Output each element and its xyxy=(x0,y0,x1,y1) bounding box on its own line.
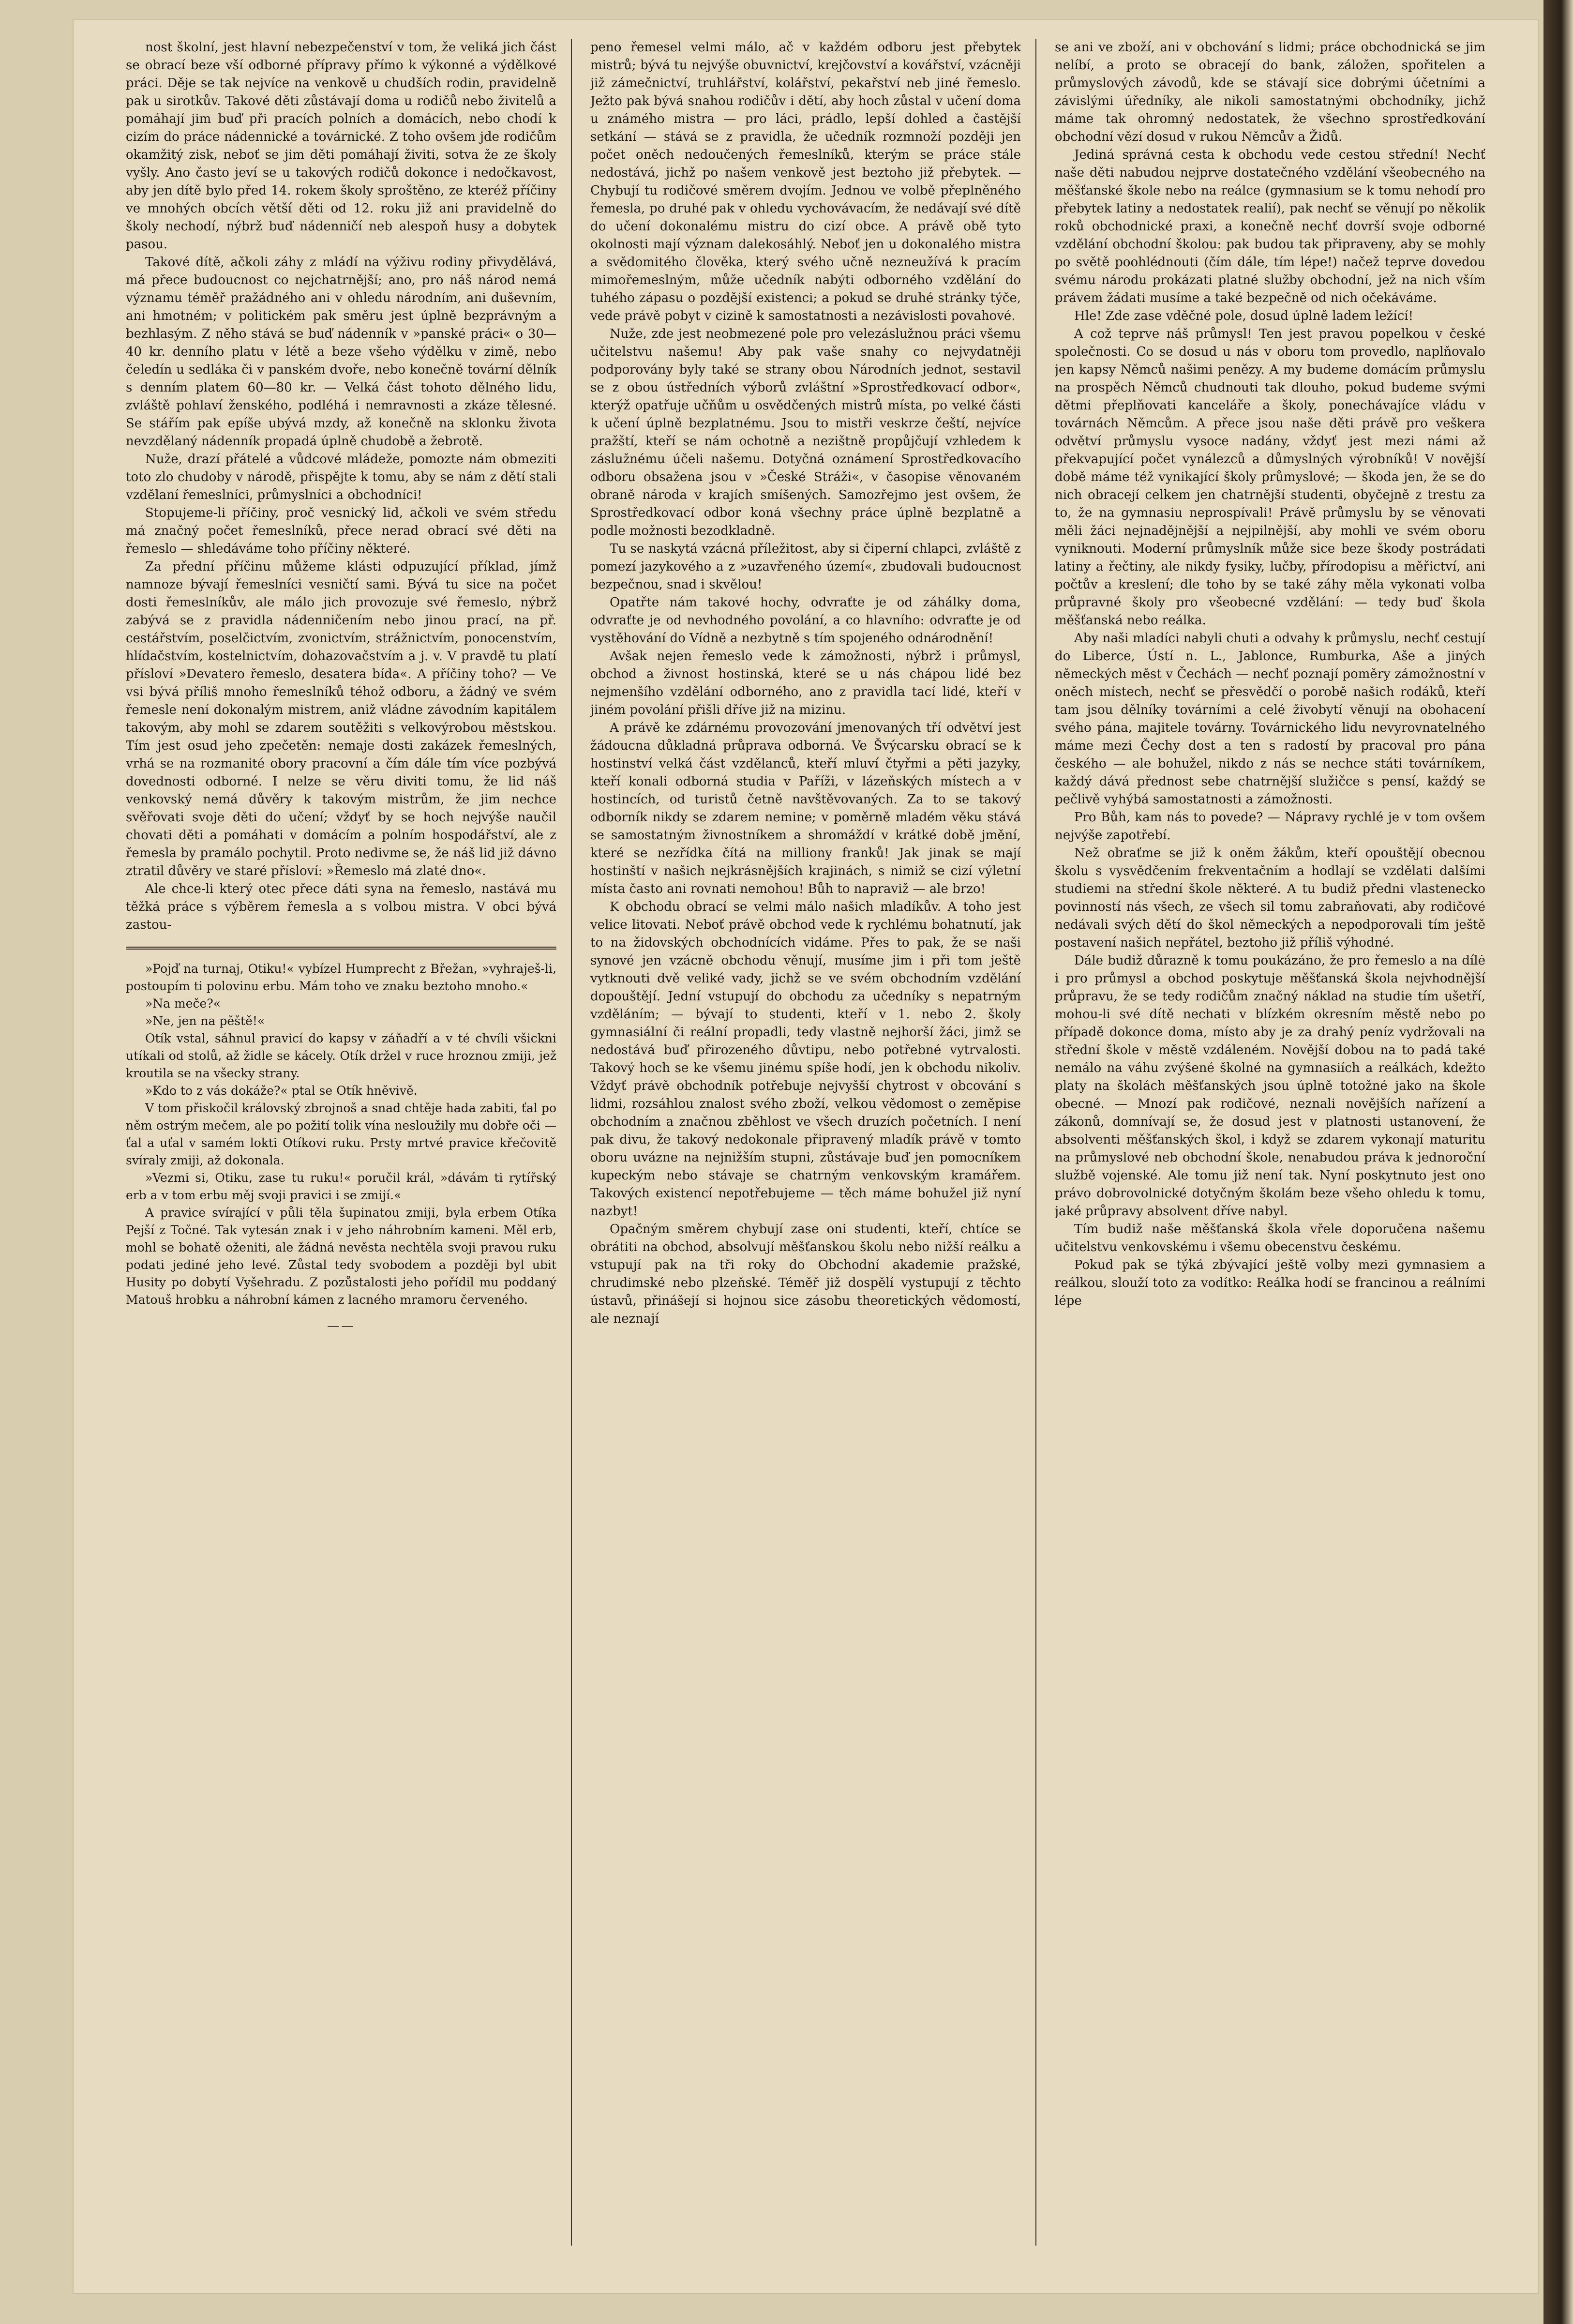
paragraph: Jediná správná cesta k obchodu vede cestou střední! Nechť naše děti nabudou nejprve dostatečného vzdělání všeobecného na měšťanské škole nebo na reálce (gymnasium se k tomu nehodí pro přebytek latiny a nedostatek realií), pak nechť se věnují po několik roků obchodnické praxi, a konečně nechť dovrší svoje odborné vzdělání obchodní školou: pak budou tak připraveny, aby se mohly po světě poohlédnouti (čím dále, tím lépe!) načež teprve dovedou svému národu prokázati platné služby obchodní, jež na nich vším právem žádati musíme a také bezpečně od nich očekáváme. xyxy=(1055,148,1485,305)
paragraph: Za přední příčinu můžeme klásti odpuzující příklad, jímž namnoze bývají řemeslníci vesničtí sami. Bývá tu sice na počet dosti řemeslníkův, ale málo jich provozuje své řemeslo, nýbrž zabývá se z pravidla nádenničením nebo jinou prací, na př. cestářstvím, poselčictvím, zvonictvím, strážnictvím, ponocenstvím, hlídačstvím, kostelnictvím, dohazovačstvím a j. v. V pravdě tu platí přísloví »Devatero řemeslo, desatera bída«. A příčiny toho? — Ve vsi bývá příliš mnoho řemeslníků téhož odboru, a žádný ve svém řemesle není dokonalým mistrem, aniž vládne závodním kapitálem takovým, aby mohl se zdarem soutěžiti s velkovýrobou městskou. Tím jest osud jeho zpečetěn: nemaje dosti zakázek řemeslných, vrhá se na rozmanité obory pracovní a čím dále tím více pozbývá dovednosti odborné. I nelze se věru diviti tomu, že lid náš venkovský nemá důvěry k takovým mistrům, že jim nechce svěřovati svoje děti do učení; vždyť by se hoch nejvýše naučil chovati děti a pomáhati v domácím a polním hospodářství, ale z řemesla by pramálo pochytil. Proto nedivme se, že náš lid již dávno ztratil důvěry ve staré přísloví: »Řemeslo má zlaté dno«. xyxy=(126,559,556,878)
column-3 xyxy=(1055,39,1485,2246)
feuilleton-paragraph: »Ne, jen na pěště!« xyxy=(145,1014,265,1028)
end-mark: —— xyxy=(327,1319,355,1333)
paragraph: Takové dítě, ačkoli záhy z mládí na výživu rodiny přivydělává, má přece budoucnost co nejchatrnější; ano, pro náš národ nemá významu téměř pražádného ani v ohledu národním, ani duševním, ani hmotném; v politickém pak směru jest úplně bezprávným a bezhlasým. Z něho stává se buď nádenník v »panské práci« o 30—40 kr. denního platu v létě a beze všeho výdělku v zimě, nebo čeledín u sedláka či v panském dvoře, nebo konečně tovární dělník s denním platem 60—80 kr. — Velká část tohoto dělného lidu, zvláště pohlaví ženského, podléhá i nemravnosti a zkáze tělesné. Se stářím pak epíše ubývá mzdy, až konečně na sklonku života nevzdělaný nádenník propadá úplně chudobě a žebrotě. xyxy=(126,255,556,449)
paragraph: Nuže, zde jest neobmezené pole pro velezáslužnou práci všemu učitelstvu našemu! Aby pak vaše snahy co nejvydatněji podporovány byly také se strany obou Národních jednot, sestavil se z obou ústředních výborů zvláštní »Sprostředkovací odbor«, kterýž opatřuje učňům u osvědčených mistrů místa, po velké části k učení úplně bezplatnému. Jsou to mistři veskrze čeští, nejvíce pražští, kteří se nám ochotně a nezištně propůjčují vzhledem k záslužnému účeli našemu. Dotyčná oznámení Sprostředkovacího odboru obsažena jsou v »České Stráži«, v časopise věnovaném obraně národa v krajích smíšených. Samozřejmo jest ovšem, že Sprostředkovací odbor koná všechny práce úplně bezplatně a podle možnosti bezodkladně. xyxy=(590,327,1021,538)
column-rule-1 xyxy=(571,39,572,2246)
paragraph: Tím budiž naše měšťanská škola vřele doporučena našemu učitelstvu venkovskému i všemu obecenstvu českému. xyxy=(1055,1222,1485,1254)
paragraph: K obchodu obrací se velmi málo našich mladíkův. A toho jest velice litovati. Neboť právě obchod vede k rychlému bohatnutí, jak to na židovských obchodnících vidáme. Přes to pak, že se naši synové jen vzácně obchodu věnují, musíme jim i při tom ještě vytknouti dvě veliké vady, jichž se ve svém obchodním vzdělání dopouštějí. Jední vstupují do obchodu za učedníky s nepatrným vzděláním; — bývají to studenti, kteří v 1. nebo 2. školy gymnasiální či reální propadli, tedy vlastně nejhorší žáci, jimž se nedostává buď přirozeného důvtipu, nebo potřebné vytrvalosti. Takový hoch se ke všemu jinému spíše hodí, jen k obchodu nikoliv. Vždyť právě obchodník potřebuje nejvyšší chytrost v obcování s lidmi, rozsáhlou znalost svého zboží, velkou vědomost o zeměpise obchodním a značnou zběhlost ve všech druzích početních. I není pak divu, že takový nedokonale připravený mladík právě v tomto oboru uvázne na nejnižším stupni, zůstávaje buď jen pomocníkem kupeckým nebo stávaje se chatrným venkovským kramářem. Takových existencí nepotřebujeme — těch máme bohužel již nyní nazbyt! xyxy=(590,900,1021,1219)
paragraph: A právě ke zdárnému provozování jmenovaných tří odvětví jest žádoucna důkladná průprava odborná. Ve Švýcarsku obrací se k hostinství velká část vzdělanců, kteří mluví čtyřmi a pěti jazyky, kteří konali odborná studia v Paříži, v lázeňských místech a v hostincích, od turistů četně navštěvovaných. Za to se takový odborník nikdy se zdarem nemine; v poměrně mladém věku stává se samostatným živnostníkem a shromáždí v krátké době jmění, které se nezřídka čítá na milliony franků! Jak jinak se mají hostinští v našich nejkrásnějších krajinách, s nimiž se cizí výletní místa často ani rovnati nemohou! Bůh to napraviž — ale brzo! xyxy=(590,721,1021,896)
feuilleton-paragraph: »Kdo to z vás dokáže?« ptal se Otík hněvivě. xyxy=(145,1084,418,1098)
feuilleton-paragraph: »Na meče?« xyxy=(145,996,221,1011)
paragraph: Pro Bůh, kam nás to povede? — Nápravy rychlé je v tom ovšem nejvýše zapotřebí. xyxy=(1055,810,1485,843)
paragraph: Aby naši mladíci nabyli chuti a odvahy k průmyslu, nechť cestují do Liberce, Ústí n. L., Jablonce, Rumburka, Aše a jiných německých měst v Čechách — nechť poznají poměry zámožnostní v oněch místech, nechť se přesvědčí o porobě našich rodáků, kteří tam jsou dělníky továrními a celé živobytí věnují na obohacení svého pána, majitele továrny. Továrnického lidu nevyrovnatelného máme mezi Čechy dost a ten s radostí by pracoval pro pána českého — ale bohužel, nikdo z nás se nechce státi továrníkem, každý dává přednost sebe chatrnější služičce s pensí, každý se pečlivě vyhýbá samostatnosti a zámožnosti. xyxy=(1055,631,1485,807)
feuilleton-paragraph: »Vezmi si, Otiku, zase tu ruku!« poručil král, »dávám ti rytířský erb a v tom erbu měj svoji pravici i se zmijí.« xyxy=(126,1171,556,1202)
column-rule-2 xyxy=(1035,39,1036,2246)
paragraph: Nuže, drazí přátelé a vůdcové mládeže, pomozte nám obmeziti toto zlo chudoby v národě, přispějte k tomu, aby se nám z dětí stali vzdělaní řemeslníci, průmyslníci a obchodníci! xyxy=(126,452,556,502)
paragraph: A což teprve náš průmysl! Ten jest pravou popelkou v české společnosti. Co se dosud u nás v oboru tom provedlo, naplňovalo jen kapsy Němců našimi penězy. A my budeme domácím průmyslu na prospěch Němců chudnouti tak dlouho, pokud budeme svými dětmi přeplňovati kanceláře a školy, ponechávajíce vládu v továrnách Němcům. A přece jsou naše děti právě pro veškera odvětví průmyslu vysoce nadány, vždyť jest mezi námi až překvapující počet vynálezců a důmyslných výrobníků! V novější době máme též vynikající školy průmyslové; — škoda jen, že se do nich obracejí celkem jen chatrnější studenti, obyčejně z trestu za to, že na gymnasiu neprospívali! Právě průmyslu by se věnovati měli žáci nejnadějnější a nejpilnější, aby mohli ve svém oboru vyniknouti. Moderní průmyslník může sice beze škody postrádati latiny a řečtiny, ale nikdy fysiky, lučby, přírodopisu a měřictví, ani počtův a kreslení; dle toho by se také záhy měla vykonati volba průpravné školy pro všeobecné vzdělání: — tedy buď škola měšťanská nebo reálka. xyxy=(1055,327,1485,628)
column-1 xyxy=(126,39,556,2246)
feuilleton-paragraph: Otík vstal, sáhnul pravicí do kapsy v záňadří a v té chvíli všickni utíkali od stolů, až židle se kácely. Otík držel v ruce hroznou zmiji, jež kroutila se na všecky strany. xyxy=(126,1031,556,1080)
paragraph: Dále budiž důrazně k tomu poukázáno, že pro řemeslo a na dílė i pro průmysl a obchod poskytuje měšťanská škola nejvhodnější průpravu, že se tedy rodičům značný náklad na studie tím ušetří, mohou-li své dítě nechati v blízkém okresním městě nebo po případě dokonce doma, místo aby je za drahý peníz vydržovali na střední škole v městě vzdáleném. Novější dobou na to padá také nemálo na váhu zvýšené školné na gymnasiích a reálkách, kdežto platy na školách měšťanských jsou úplně totožné jako na škole obecné. — Mnozí pak rodičové, neznali novějších nařízení a zákonů, domnívají se, že dosud jest v platnosti ustanovení, že absolventi měšťanských škol, i když se zdarem vykonají maturitu na průmyslové neb obchodní škole, nenabudou práva k jednoroční službě vojenské. Ale tomu již není tak. Nyní poskytnuto jest ono právo dobrovolnické dotyčným školám beze všeho ohledu k tomu, jaké průpravy absolvent dříve nabyl. xyxy=(1055,953,1485,1219)
feuilleton-paragraph: »Pojď na turnaj, Otiku!« vybízel Humprecht z Břežan, »vyhraješ-li, postoupím ti polovinu erbu. Mám toho ve znaku beztoho mnoho.« xyxy=(126,962,556,993)
paragraph: Než obraťme se již k oněm žákům, kteří opouštějí obecnou školu s vysvědčením frekventačním a hodlají se vzdělati dalšími studiemi na střední škole některé. A tu budiž předni vlastenecko povinností nás všech, ze všech sil tomu zabraňovati, aby rodičové nedávali svých dětí do škol německých a nepodporovali tím ještě postavení našich nepřátel, beztoho již příliš výhodné. xyxy=(1055,846,1485,950)
paragraph: Avšak nejen řemeslo vede k zámožnosti, nýbrž i průmysl, obchod a živnost hostinská, které se u nás chápou lidé bez nejmenšího vzdělání odborného, ano z pravidla tací lidé, kteří v jiném povolání přišli dříve již na mizinu. xyxy=(590,649,1021,717)
paragraph: Pokud pak se týká zbývající ještě volby mezi gymnasiem a reálkou, slouží toto za vodítko: Reálka hodí se francinou a reálními lépe xyxy=(1055,1258,1485,1308)
paragraph: Hle! Zde zase vděčné pole, dosud úplně ladem ležící! xyxy=(1074,309,1414,323)
paragraph: Opatřte nám takové hochy, odvraťte je od záhálky doma, odvraťte je od nevhodného povolání, a co hlavního: odvraťte je od vystěhování do Vídně a nezbytně s tím spojeného odnárodnění! xyxy=(590,595,1021,646)
feuilleton-paragraph: V tom přiskočil královský zbrojnoš a snad chtěje hada zabiti, ťal po něm ostrým mečem, ale po požití tolik vína nesloužily mu dobře oči — ťal a uťal v samém lokti Otíkovi ruku. Prsty mrtvé pravice křečovitě svíraly zmiji, až dokonala. xyxy=(126,1101,556,1167)
paragraph: nost školní, jest hlavní nebezpečenství v tom, že veliká jich část se obrací beze vší odborné přípravy přímo k výkonné a výdělkové práci. Děje se tak nejvíce na venkově u chudších rodin, pravidelně pak u sirotkův. Takové děti zůstávají doma u rodičů nebo živitelů a pomáhají jim buď při pracích polních a domácích, nebo chodí k cizím do práce nádennické a továrnické. Z toho ovšem jde rodičům okamžitý zisk, neboť se jim děti pomáhají živiti, sotva že ze školy vyšly. Ano často jeví se u takových rodičů dokonce i nedočkavost, aby jen dítě bylo před 14. rokem školy sproštěno, ze kteréž příčiny ve mnohých obcích větší děti od 12. roku již ani pravidelně do školy nechodí, nýbrž buď nádenničí neb alespoň husy a dobytek pasou. xyxy=(126,40,556,252)
paragraph: Tu se naskytá vzácná příležitost, aby si čiperní chlapci, zvláště z pomezí jazykového a z »uzavřeného území«, zbudovali budoucnost bezpečnou, snad i skvělou! xyxy=(590,542,1021,592)
feuilleton-story xyxy=(126,960,556,1335)
paragraph: Ale chce-li který otec přece dáti syna na řemeslo, nastává mu těžká práce s výběrem řemesla a s volbou mistra. V obci bývá zastou- xyxy=(126,882,556,932)
paragraph: Opačným směrem chybují zase oni studenti, kteří, chtíce se obrátiti na obchod, absolvují měšťanskou školu nebo nižší reálku a vstupují pak na tři roky do Obchodní akademie pražské, chrudimské nebo plzeňské. Téměř již dospělí vystupují z těchto ústavů, přinášejí si hojnou sice zásobu theoretických vědomostí, ale neznají xyxy=(590,1222,1021,1326)
paragraph: Stopujeme-li příčiny, proč vesnický lid, ačkoli ve svém středu má značný počet řemeslníků, přece nerad obrací své děti na řemeslo — shledáváme toho příčiny některé. xyxy=(126,506,556,556)
feuilleton-paragraph: A pravice svírající v půli těla šupinatou zmiji, byla erbem Otíka Pejší z Točné. Tak vytesán znak i v jeho náhrobním kameni. Měl erb, mohl se bohatě oženiti, ale žádná nevěsta nechtěla svoji pravou ruku podati jediné jeho levé. Zůstal tedy svobodem a později byl ubit Husity po dobytí Vyšehradu. Z pozůstalosti jeho pořídil mu poddaný Matouš hrobku a náhrobní kámen z lacného mramoru červeného. xyxy=(126,1206,556,1307)
paragraph: peno řemesel velmi málo, ač v každém odboru jest přebytek mistrů; bývá tu nejvýše obuvnictví, krejčovství a kovářství, vzácněji již zámečnictví, truhlářství, kolářství, pekařství neb jiné řemeslo. Ježto pak bývá snahou rodičův i dětí, aby hoch zůstal v učení doma u známého mistra — pro láci, prádlo, lepší dohled a častější setkání — stává se z pravidla, že učedník rozmnoží později jen počet oněch nedoučených řemeslníků, kterým se práce stále nedostává, jichž po našem venkově jest beztoho již přebytek. — Chybují tu rodičové směrem dvojím. Jednou ve volbě přeplněného řemesla, po druhé pak v ohledu vychovávacím, že nedávají své dítě do učení dokonalému mistru do cizí obce. A právě obě tyto okolnosti mají význam dalekosáhlý. Neboť jen u dokonalého mistra a svědomitého člověka, který svého učně nezneužívá k pracím mimořemeslným, může učedník nabýti odborného vzdělání do tuhého zápasu o pozdější existenci; a pokud se druhé stránky týče, vede právě pobyt v cizině k samostatnosti a nezávislosti povahové. xyxy=(590,40,1021,323)
column-2 xyxy=(590,39,1021,2246)
scan-edge-shadow xyxy=(1543,0,1573,2324)
feuilleton-separator xyxy=(126,947,556,950)
paragraph: se ani ve zboží, ani v obchování s lidmi; práce obchodnická se jim nelíbí, a proto se obracejí do bank, záložen, spořitelen a průmyslových závodů, kde se stávají sice dobrými účetními a závislými úředníky, ale nikoli samostatnými obchodníky, jichž máme tak ohromný nedostatek, že všechno sprostředkování obchodní vězí dosud v rukou Němcův a Židů. xyxy=(1055,40,1485,144)
